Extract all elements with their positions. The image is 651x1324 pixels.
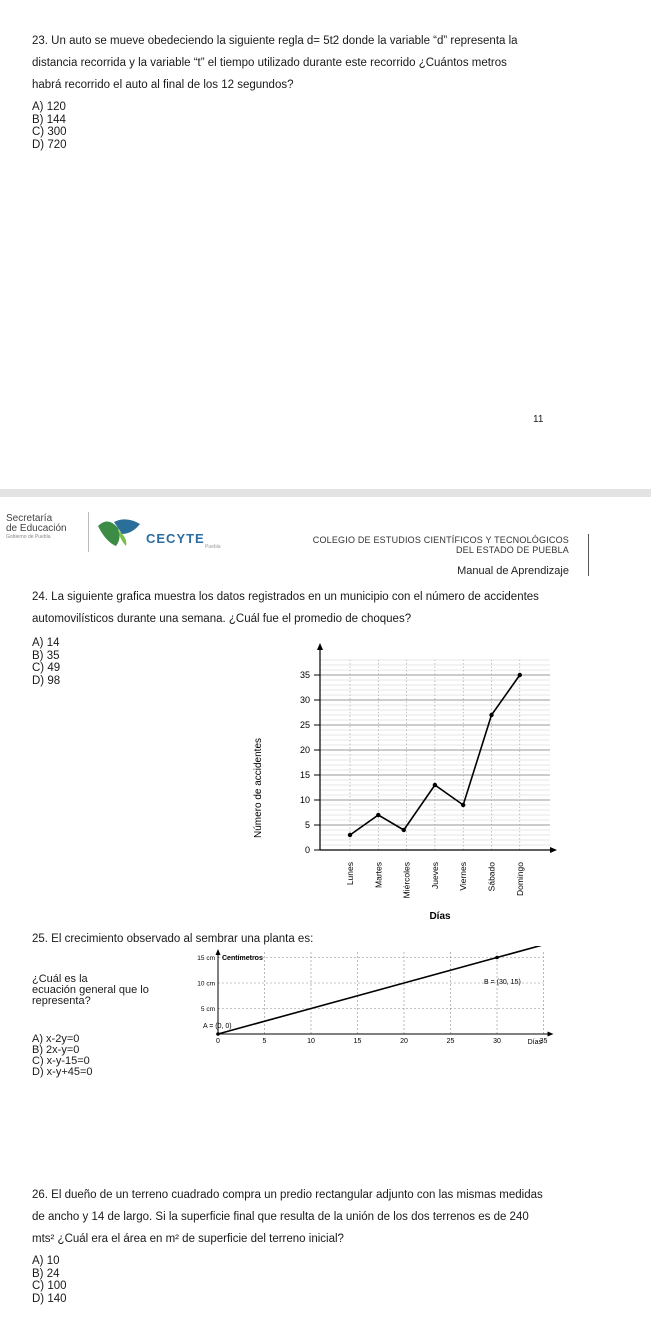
q26-line3: mts² ¿Cuál era el área en m² de superficie del terreno inicial? xyxy=(32,1233,344,1245)
cecyte-sub-text: Puebla xyxy=(205,544,221,550)
q25-option-d: D) x-y+45=0 xyxy=(32,1066,93,1078)
colegio-line2: DEL ESTADO DE PUEBLA xyxy=(455,545,569,555)
q25-question xyxy=(32,974,149,1007)
q23-option-c: C) 300 xyxy=(32,126,67,138)
q23-option-b: B) 144 xyxy=(32,113,66,126)
q25-option-c: C) x-y-15=0 xyxy=(32,1055,90,1067)
colegio-block xyxy=(313,535,569,555)
growth-chart-grid xyxy=(218,952,544,1034)
cecyte-logo-text: CECYTE xyxy=(146,531,205,546)
q24-text xyxy=(32,586,622,630)
x-tick-label: Domingo xyxy=(514,862,525,897)
y-tick-label: 15 cm xyxy=(197,955,215,962)
q26-option-a: A) 10 xyxy=(32,1255,60,1267)
gobierno-label: Gobierno de Puebla xyxy=(6,534,51,540)
q26-option-d: D) 140 xyxy=(32,1292,67,1305)
x-tick-label: 25 xyxy=(446,1038,455,1045)
q26-option-b: B) 24 xyxy=(32,1267,60,1280)
y-tick-label: 20 xyxy=(299,745,310,755)
data-point xyxy=(348,833,352,837)
x-axis-arrow-icon xyxy=(548,1032,554,1037)
y-tick-label: 10 cm xyxy=(197,980,215,988)
x-tick-label: 35 xyxy=(539,1038,548,1045)
x-tick-label: 10 xyxy=(307,1038,315,1045)
growth-chart-axes xyxy=(216,949,554,1037)
x-tick-label: 30 xyxy=(493,1038,501,1045)
q24-option-b: B) 35 xyxy=(32,649,60,662)
y-tick-label: 25 xyxy=(299,720,310,730)
growth-chart xyxy=(180,946,560,1066)
q24-line2: automovilísticos durante una semana. ¿Cuál fue el promedio de choques? xyxy=(32,613,412,625)
header-vertical-rule xyxy=(588,534,589,576)
q23-option-d: D) 720 xyxy=(32,138,67,151)
q25-intro: 25. El crecimiento observado al sembrar una planta es: xyxy=(32,933,314,945)
data-point xyxy=(461,803,465,807)
accidents-chart-xlabel: Días xyxy=(429,911,451,922)
y-tick-label: 35 xyxy=(299,670,310,680)
data-point xyxy=(402,828,406,832)
accidents-chart-y-ticks xyxy=(300,670,320,855)
secretaria-line1: Secretaría xyxy=(6,513,53,524)
header-separator xyxy=(88,512,89,552)
q25-option-a: A) x-2y=0 xyxy=(32,1033,80,1045)
y-tick-label: 30 xyxy=(299,695,310,705)
x-tick-label: Jueves xyxy=(429,862,440,889)
data-point xyxy=(518,673,522,677)
x-tick-label: 5 xyxy=(262,1038,267,1045)
y-tick-label: 0 xyxy=(304,845,310,855)
accidents-chart-x-ticks xyxy=(345,862,525,899)
q25-options xyxy=(32,1034,93,1078)
q26-line2: de ancho y 14 de largo. Si la superficie final que resulta de la unión de los dos terrenos es de 240 xyxy=(32,1211,529,1223)
data-point xyxy=(489,713,493,717)
y-axis-arrow-icon xyxy=(216,949,221,955)
q23-line2: distancia recorrida y la variable “t” el tiempo utilizado durante este recorrido ¿Cuántos metros xyxy=(32,57,507,69)
manual-title: Manual de Aprendizaje xyxy=(457,565,569,577)
x-tick-label: Sábado xyxy=(486,862,497,892)
q23-text xyxy=(32,30,622,96)
q24-option-c: C) 49 xyxy=(32,662,61,674)
growth-chart-ticks xyxy=(197,955,547,1045)
q26-text xyxy=(32,1184,622,1250)
q24-line1: 24. La siguiente grafica muestra los datos registrados en un municipio con el número de accidentes xyxy=(32,591,539,603)
colegio-line1: COLEGIO DE ESTUDIOS CIENTÍFICOS Y TECNOLÓGICOS xyxy=(312,535,569,545)
secretaria-line2: de Educación xyxy=(6,523,67,534)
q23-options xyxy=(32,101,67,151)
point-b-marker xyxy=(495,956,499,960)
q23-line1: 23. Un auto se mueve obedeciendo la siguiente regla d= 5t2 donde la variable “d” representa la xyxy=(32,35,518,47)
data-point xyxy=(433,783,437,787)
y-tick-label: 10 xyxy=(299,795,310,805)
q26-line1: 26. El dueño de un terreno cuadrado compra un predio rectangular adjunto con las mismas medidas xyxy=(32,1189,543,1201)
q23-option-a: A) 120 xyxy=(32,101,66,113)
growth-chart-point-b-label: B = (30, 15) xyxy=(484,979,521,986)
q26-option-c: C) 100 xyxy=(32,1280,67,1292)
y-tick-label: 5 xyxy=(304,820,310,830)
secretaria-logo xyxy=(6,514,67,540)
q25-question-line3: representa? xyxy=(32,995,91,1007)
x-tick-label: 0 xyxy=(216,1038,220,1045)
q26-options xyxy=(32,1255,67,1305)
growth-series-line xyxy=(218,946,544,1034)
q23-line3: habrá recorrido el auto al final de los 12 segundos? xyxy=(32,79,294,91)
y-axis-arrow-icon xyxy=(317,643,323,650)
x-tick-label: Miércoles xyxy=(401,862,412,899)
accidents-chart-grid xyxy=(320,660,550,850)
y-tick-label: 15 xyxy=(299,770,310,780)
cecyte-emblem-icon xyxy=(96,512,146,550)
x-axis-arrow-icon xyxy=(550,847,557,853)
q24-option-a: A) 14 xyxy=(32,637,60,649)
growth-chart-xlabel: Días xyxy=(527,1039,542,1046)
q25-option-b: B) 2x-y=0 xyxy=(32,1044,80,1056)
y-tick-label: 5 cm xyxy=(200,1006,215,1013)
page-number: 11 xyxy=(533,414,544,425)
x-tick-label: 20 xyxy=(400,1038,408,1045)
q24-option-d: D) 98 xyxy=(32,674,61,687)
accidents-chart xyxy=(250,640,560,930)
x-tick-label: Viernes xyxy=(458,862,469,891)
q25-question-line2: ecuación general que lo xyxy=(32,984,149,996)
q24-options xyxy=(32,637,60,687)
growth-chart-ylabel: Centímetros xyxy=(222,955,263,962)
accidents-chart-ylabel: Número de accidentes xyxy=(253,737,264,839)
q25-question-line1: ¿Cuál es la xyxy=(32,973,88,985)
x-tick-label: Lunes xyxy=(345,862,355,886)
growth-chart-series xyxy=(216,946,543,1036)
x-tick-label: 15 xyxy=(353,1038,362,1045)
growth-chart-point-a-label: A = (0, 0) xyxy=(203,1023,232,1030)
x-tick-label: Martes xyxy=(373,862,384,888)
point-a-marker xyxy=(216,1032,220,1036)
page-divider xyxy=(0,489,651,497)
data-point xyxy=(376,813,380,817)
